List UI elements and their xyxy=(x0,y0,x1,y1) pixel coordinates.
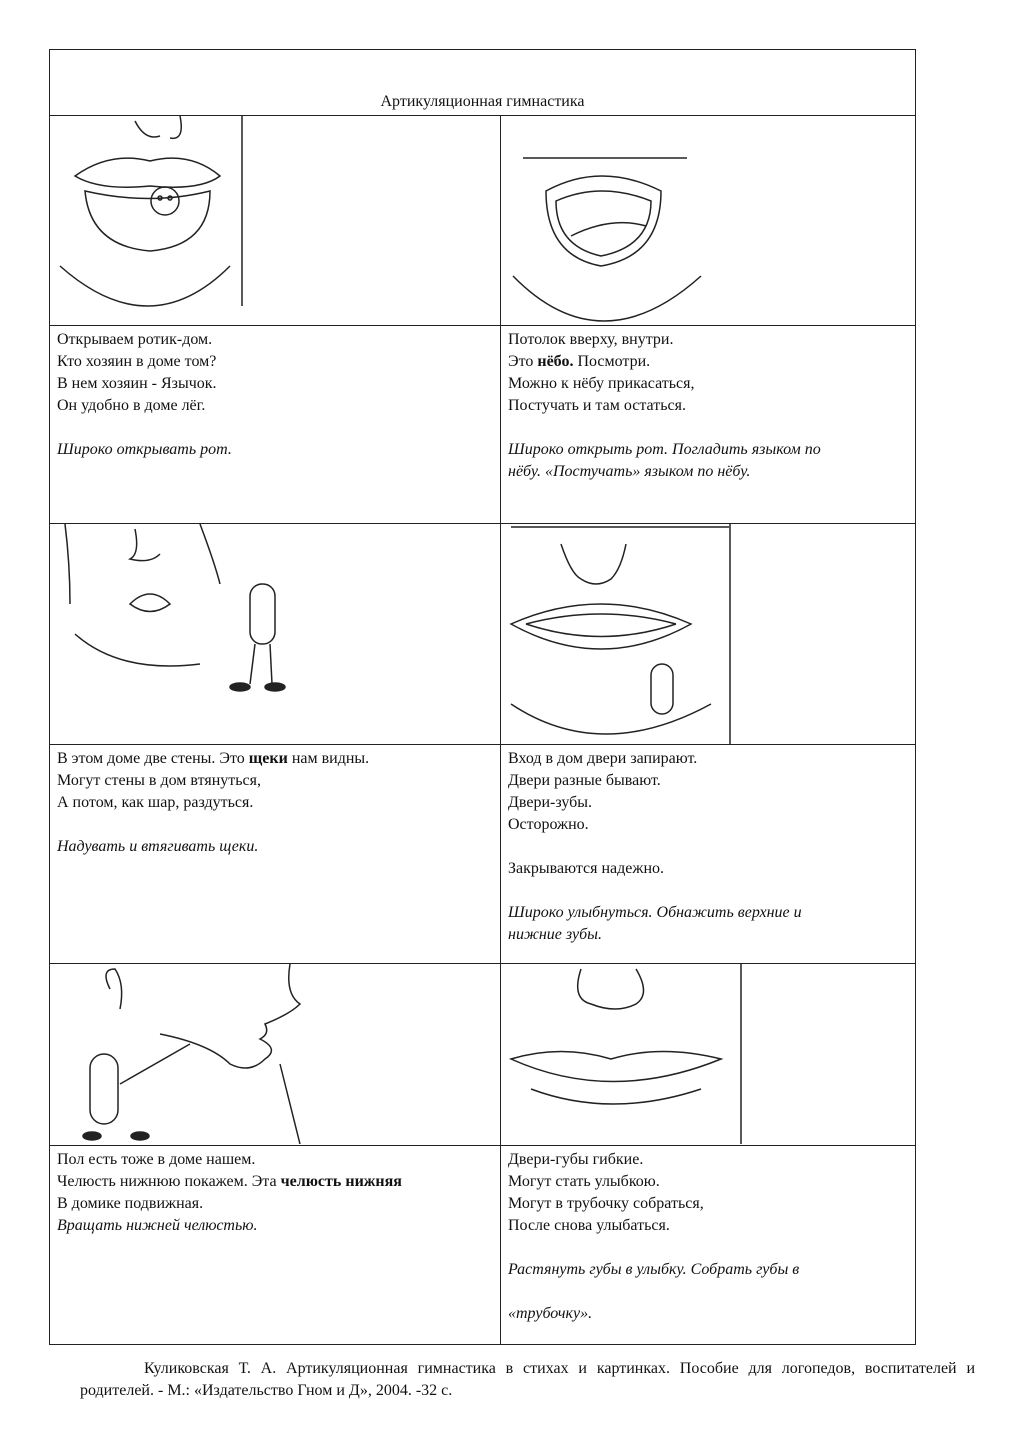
bold-term: щеки xyxy=(248,750,288,767)
poem-line xyxy=(508,748,909,770)
poem-line xyxy=(508,1237,909,1259)
poem-line xyxy=(508,417,909,439)
poem-text: Открываем ротик-дом. xyxy=(57,331,213,348)
poem-line xyxy=(508,902,909,924)
poem-line xyxy=(508,770,909,792)
poem-text: Могут в трубочку собраться, xyxy=(508,1195,704,1212)
table-title: Артикуляционная гимнастика xyxy=(50,50,916,116)
poem-text: Двери-губы гибкие. xyxy=(508,1151,644,1168)
poem-text: Челюсть нижнюю покажем. Эта xyxy=(57,1173,281,1190)
poem-cell-3 xyxy=(501,745,916,964)
poem-text: Двери-зубы. xyxy=(508,794,593,811)
poem-cell-2 xyxy=(50,745,501,964)
poem-text: В этом доме две стены. Это xyxy=(57,750,249,767)
gymnastics-table xyxy=(49,49,916,1345)
poem-line xyxy=(57,417,494,439)
poem-line xyxy=(508,329,909,351)
poem-text: Вход в дом двери запирают. xyxy=(508,750,698,767)
poem-line xyxy=(57,351,494,373)
poem-line xyxy=(508,792,909,814)
bibliography-reference: Куликовская Т. А. Артикуляционная гимнастика в стихах и картинках. Пособие для логопедов, воспитателей и родителей. - М.: «Издательство Гном и Д», 2004. -32 с. xyxy=(80,1360,975,1399)
poem-line xyxy=(508,1149,909,1171)
poem-line xyxy=(508,858,909,880)
instruction-text: Надувать и втягивать щеки. xyxy=(57,838,259,855)
poem-line xyxy=(57,770,494,792)
poem-cell-1 xyxy=(501,326,916,524)
poem-line xyxy=(508,836,909,858)
poem-line xyxy=(508,814,909,836)
poem-line xyxy=(57,836,494,858)
bold-term: нёбо. xyxy=(537,353,574,370)
poem-line xyxy=(57,395,494,417)
poem-text: Можно к нёбу прикасаться, xyxy=(508,375,695,392)
poem-line xyxy=(508,880,909,902)
poem-text: В нем хозяин - Язычок. xyxy=(57,375,217,392)
poem-line xyxy=(508,1215,909,1237)
bold-term: челюсть нижняя xyxy=(280,1173,402,1190)
instruction-text: Широко открывать рот. xyxy=(57,441,232,458)
poem-line xyxy=(508,395,909,417)
illustration-palate xyxy=(501,116,916,326)
poem-line xyxy=(57,748,494,770)
poem-line xyxy=(57,1171,494,1193)
poem-text: Посмотри. xyxy=(573,353,651,370)
poem-line xyxy=(508,461,909,483)
poem-line xyxy=(57,814,494,836)
poem-text: Это xyxy=(508,353,538,370)
poem-line xyxy=(508,1193,909,1215)
poem-text: Он удобно в доме лёг. xyxy=(57,397,206,414)
poem-text: Осторожно. xyxy=(508,816,589,833)
poem-text: После снова улыбаться. xyxy=(508,1217,670,1234)
illustration-teeth xyxy=(501,524,916,745)
poem-line xyxy=(57,439,494,461)
poem-line xyxy=(57,792,494,814)
poem-text: В домике подвижная. xyxy=(57,1195,204,1212)
poem-text: Кто хозяин в доме том? xyxy=(57,353,217,370)
poem-line xyxy=(57,373,494,395)
poem-text: Потолок вверху, внутри. xyxy=(508,331,674,348)
poem-text: нам видны. xyxy=(287,750,370,767)
illustration-open-mouth xyxy=(50,116,501,326)
instruction-text: Широко улыбнуться. Обнажить верхние и xyxy=(508,904,802,921)
poem-cell-0 xyxy=(50,326,501,524)
poem-line xyxy=(57,329,494,351)
instruction-text: Вращать нижней челюстью. xyxy=(57,1217,258,1234)
poem-line xyxy=(508,1171,909,1193)
instruction-text: нижние зубы. xyxy=(508,926,602,943)
poem-text: Закрываются надежно. xyxy=(508,860,664,877)
illustration-jaw xyxy=(50,964,501,1146)
instruction-text: Широко открыть рот. Погладить языком по xyxy=(508,441,821,458)
instruction-text: Растянуть губы в улыбку. Собрать губы в xyxy=(508,1261,800,1278)
poem-text: А потом, как шар, раздуться. xyxy=(57,794,254,811)
poem-line xyxy=(508,373,909,395)
instruction-text: «трубочку». xyxy=(508,1305,593,1322)
instruction-text: нёбу. «Постучать» языком по нёбу. xyxy=(508,463,751,480)
poem-cell-4 xyxy=(50,1146,501,1345)
poem-line xyxy=(508,924,909,946)
poem-text: Пол есть тоже в доме нашем. xyxy=(57,1151,256,1168)
illustration-lips xyxy=(501,964,916,1146)
poem-line xyxy=(508,1281,909,1303)
poem-line xyxy=(508,1303,909,1325)
poem-line xyxy=(508,439,909,461)
poem-line xyxy=(57,1193,494,1215)
poem-text: Двери разные бывают. xyxy=(508,772,661,789)
poem-text: Могут стены в дом втянуться, xyxy=(57,772,262,789)
poem-line xyxy=(508,351,909,373)
illustration-cheeks xyxy=(50,524,501,745)
poem-cell-5 xyxy=(501,1146,916,1345)
poem-line xyxy=(57,1215,494,1237)
poem-text: Постучать и там остаться. xyxy=(508,397,686,414)
poem-line xyxy=(57,1149,494,1171)
poem-line xyxy=(508,1259,909,1281)
poem-text: Могут стать улыбкою. xyxy=(508,1173,660,1190)
